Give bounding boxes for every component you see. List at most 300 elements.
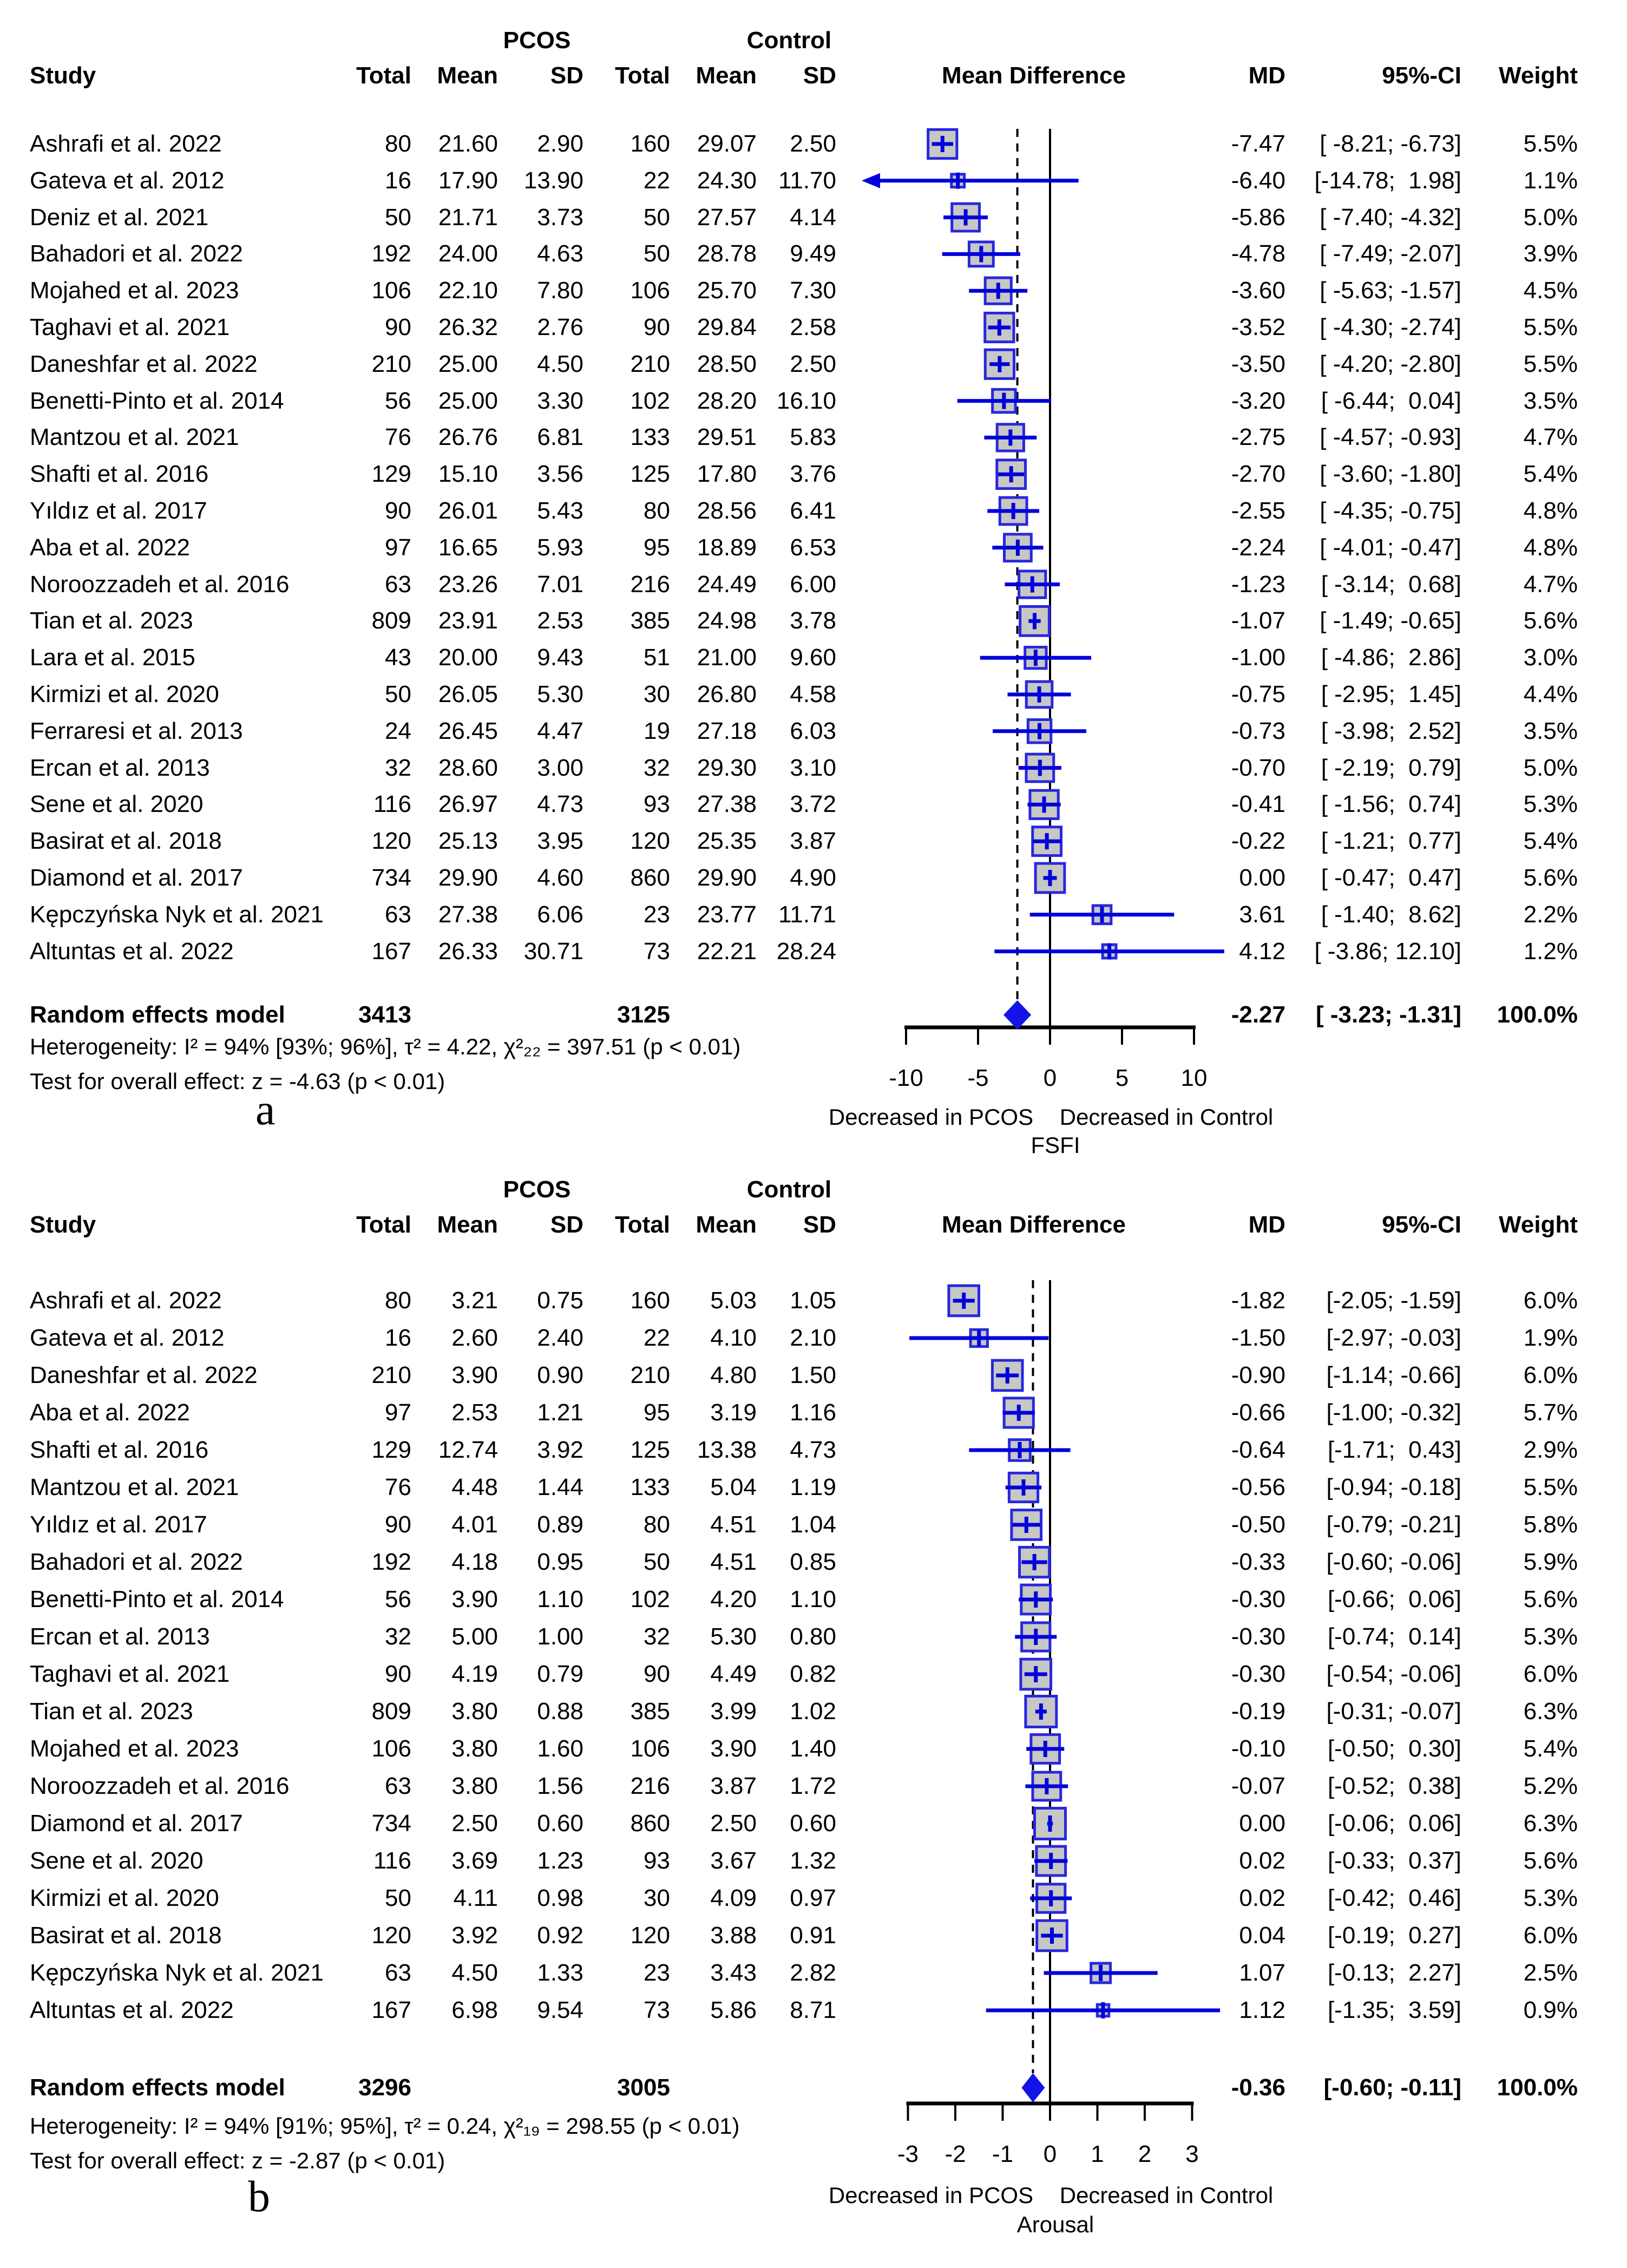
control-mean: 28.20 <box>697 387 757 414</box>
summary-md: -2.27 <box>1231 1001 1285 1028</box>
md-value: -0.75 <box>1231 681 1285 707</box>
ci-value: [-0.79; -0.21] <box>1326 1511 1461 1538</box>
study-name: Aba et al. 2022 <box>30 1399 191 1426</box>
control-sd: 5.83 <box>790 424 836 451</box>
summary-diamond <box>1003 1000 1031 1030</box>
md-value: -0.10 <box>1231 1735 1285 1762</box>
control-total: 50 <box>644 204 670 231</box>
control-mean: 5.86 <box>710 1997 757 2023</box>
study-name: Kirmizi et al. 2020 <box>30 681 219 707</box>
pcos-mean: 3.90 <box>451 1362 498 1388</box>
col-header-sd-pcos: SD <box>550 62 583 89</box>
weight-value: 4.5% <box>1523 277 1578 304</box>
ci-value: [ -3.86; 12.10] <box>1314 938 1461 965</box>
pcos-mean: 3.21 <box>451 1287 498 1314</box>
study-name: Kępczyńska Nyk et al. 2021 <box>30 1959 324 1986</box>
x-label-decreased-pcos: Decreased in PCOS <box>828 1104 1034 1130</box>
col-header-total-control: Total <box>615 1211 670 1238</box>
pcos-sd: 7.80 <box>537 277 583 304</box>
control-sd: 11.71 <box>778 901 836 928</box>
control-mean: 21.00 <box>697 644 757 671</box>
summary-total-pcos: 3296 <box>358 2074 411 2101</box>
col-header-ci: 95%-CI <box>1382 1211 1461 1238</box>
pcos-sd: 1.23 <box>537 1847 583 1874</box>
effect-square <box>1035 1808 1066 1839</box>
pcos-mean: 29.90 <box>438 864 498 891</box>
control-total: 95 <box>644 534 670 561</box>
pcos-sd: 0.60 <box>537 1810 583 1837</box>
md-value: 0.00 <box>1239 864 1285 891</box>
md-value: -3.20 <box>1231 387 1285 414</box>
control-mean: 17.80 <box>697 461 757 488</box>
control-total: 50 <box>644 240 670 267</box>
pcos-sd: 0.90 <box>537 1362 583 1388</box>
ci-value: [-1.35; 3.59] <box>1327 1997 1461 2023</box>
pcos-total: 129 <box>371 1437 411 1463</box>
effect-square <box>1028 720 1051 743</box>
ci-value: [ -7.49; -2.07] <box>1320 240 1461 267</box>
summary-weight: 100.0% <box>1497 1001 1578 1028</box>
control-mean: 29.51 <box>697 424 757 451</box>
pcos-mean: 5.00 <box>451 1623 498 1650</box>
ci-value: [-0.52; 0.38] <box>1327 1773 1461 1799</box>
weight-value: 5.3% <box>1523 791 1578 818</box>
pcos-total: 90 <box>385 1511 411 1538</box>
summary-total-control: 3125 <box>617 1001 670 1028</box>
control-sd: 3.72 <box>790 791 836 818</box>
ci-value: [-0.42; 0.46] <box>1327 1885 1461 1911</box>
col-header-weight: Weight <box>1499 62 1578 89</box>
control-mean: 3.88 <box>710 1922 757 1949</box>
pcos-sd: 4.47 <box>537 717 583 744</box>
control-sd: 1.04 <box>790 1511 836 1538</box>
pcos-total: 63 <box>385 1773 411 1799</box>
md-value: -7.47 <box>1231 130 1285 157</box>
col-header-md: MD <box>1248 1211 1285 1238</box>
ci-value: [-0.60; -0.06] <box>1326 1549 1461 1575</box>
control-sd: 6.00 <box>790 571 836 598</box>
control-sd: 2.50 <box>790 350 836 377</box>
control-mean: 5.04 <box>710 1474 757 1500</box>
control-total: 93 <box>644 791 670 818</box>
pcos-sd: 2.90 <box>537 130 583 157</box>
control-total: 106 <box>630 277 670 304</box>
col-header-total-control: Total <box>615 62 670 89</box>
weight-value: 5.0% <box>1523 754 1578 781</box>
study-name: Gateva et al. 2012 <box>30 1325 225 1351</box>
control-total: 102 <box>630 387 670 414</box>
weight-value: 0.9% <box>1523 1997 1578 2023</box>
pcos-total: 167 <box>371 938 411 965</box>
pcos-total: 50 <box>385 681 411 707</box>
study-name: Diamond et al. 2017 <box>30 1810 243 1837</box>
control-sd: 16.10 <box>776 387 836 414</box>
control-mean: 25.35 <box>697 828 757 855</box>
effect-square <box>1005 534 1032 561</box>
pcos-total: 50 <box>385 1885 411 1911</box>
col-header-study: Study <box>30 1211 96 1238</box>
pcos-sd: 1.00 <box>537 1623 583 1650</box>
pcos-total: 167 <box>371 1997 411 2023</box>
ci-value: [-0.94; -0.18] <box>1326 1474 1461 1500</box>
weight-value: 5.6% <box>1523 1586 1578 1612</box>
control-total: 22 <box>644 1325 670 1351</box>
control-sd: 2.50 <box>790 130 836 157</box>
pcos-mean: 16.65 <box>438 534 498 561</box>
pcos-mean: 12.74 <box>438 1437 498 1463</box>
col-header-total-pcos: Total <box>356 62 411 89</box>
control-sd: 2.82 <box>790 1959 836 1986</box>
pcos-mean: 25.13 <box>438 828 498 855</box>
effect-square <box>1030 790 1058 818</box>
pcos-sd: 4.63 <box>537 240 583 267</box>
study-name: Sene et al. 2020 <box>30 791 204 818</box>
pcos-total: 116 <box>373 791 411 818</box>
weight-value: 5.6% <box>1523 864 1578 891</box>
md-value: -1.23 <box>1231 571 1285 598</box>
pcos-sd: 4.50 <box>537 350 583 377</box>
control-total: 133 <box>630 424 670 451</box>
control-sd: 9.60 <box>790 644 836 671</box>
control-mean: 4.20 <box>710 1586 757 1612</box>
pcos-total: 106 <box>371 1735 411 1762</box>
effect-square <box>985 313 1014 342</box>
control-total: 30 <box>644 681 670 707</box>
pcos-total: 210 <box>371 350 411 377</box>
control-mean: 22.21 <box>697 938 757 965</box>
summary-weight: 100.0% <box>1497 2074 1578 2101</box>
control-total: 23 <box>644 901 670 928</box>
study-name: Mantzou et al. 2021 <box>30 424 239 451</box>
control-mean: 29.90 <box>697 864 757 891</box>
control-sd: 0.91 <box>790 1922 836 1949</box>
effect-square <box>1031 1735 1060 1764</box>
study-name: Noroozzadeh et al. 2016 <box>30 571 290 598</box>
col-header-weight: Weight <box>1499 1211 1578 1238</box>
x-axis-tick-label: -1 <box>992 2141 1014 2167</box>
summary-ci: [-0.60; -0.11] <box>1323 2074 1461 2101</box>
ci-value: [-14.78; 1.98] <box>1314 167 1461 194</box>
weight-value: 3.0% <box>1523 644 1578 671</box>
md-value: 1.07 <box>1239 1959 1285 1986</box>
md-value: 4.12 <box>1239 938 1285 965</box>
study-name: Lara et al. 2015 <box>30 644 195 671</box>
control-mean: 24.30 <box>697 167 757 194</box>
effect-square <box>1036 1846 1066 1876</box>
pcos-mean: 21.71 <box>438 204 498 231</box>
control-total: 32 <box>644 754 670 781</box>
study-name: Benetti-Pinto et al. 2014 <box>30 1586 284 1612</box>
weight-value: 1.1% <box>1523 167 1578 194</box>
col-header-md: MD <box>1248 62 1285 89</box>
weight-value: 5.3% <box>1523 1623 1578 1650</box>
md-value: 3.61 <box>1239 901 1285 928</box>
effect-square <box>1037 1884 1065 1912</box>
col-header-mean-difference: Mean Difference <box>942 1211 1126 1238</box>
pcos-sd: 4.73 <box>537 791 583 818</box>
control-sd: 6.03 <box>790 717 836 744</box>
pcos-sd: 2.53 <box>537 607 583 634</box>
md-value: -5.86 <box>1231 204 1285 231</box>
pcos-total: 32 <box>385 1623 411 1650</box>
ci-value: [ -1.49; -0.65] <box>1320 607 1461 634</box>
weight-value: 4.7% <box>1523 424 1578 451</box>
study-name: Daneshfar et al. 2022 <box>30 1362 258 1388</box>
md-value: 1.12 <box>1239 1997 1285 2023</box>
pcos-sd: 2.40 <box>537 1325 583 1351</box>
col-header-sd-pcos: SD <box>550 1211 583 1238</box>
ci-value: [-1.00; -0.32] <box>1326 1399 1461 1426</box>
control-sd: 1.16 <box>790 1399 836 1426</box>
pcos-total: 63 <box>385 1959 411 1986</box>
study-name: Basirat et al. 2018 <box>30 1922 222 1949</box>
control-total: 160 <box>630 130 670 157</box>
control-mean: 18.89 <box>697 534 757 561</box>
control-mean: 3.43 <box>710 1959 757 1986</box>
effect-square <box>1000 497 1027 525</box>
control-total: 51 <box>644 644 670 671</box>
ci-value: [ -1.21; 0.77] <box>1321 828 1461 855</box>
pcos-sd: 9.54 <box>537 1997 583 2023</box>
pcos-sd: 3.95 <box>537 828 583 855</box>
effect-square <box>1026 681 1052 707</box>
col-header-study: Study <box>30 62 96 89</box>
study-name: Shafti et al. 2016 <box>30 1437 209 1463</box>
col-header-mean-difference: Mean Difference <box>942 62 1126 89</box>
pcos-total: 32 <box>385 754 411 781</box>
ci-value: [-0.54; -0.06] <box>1326 1661 1461 1687</box>
group-header-control: Control <box>746 27 832 54</box>
effect-square <box>952 204 980 231</box>
control-total: 19 <box>644 717 670 744</box>
pcos-total: 106 <box>371 277 411 304</box>
weight-value: 5.5% <box>1523 1474 1578 1500</box>
control-total: 102 <box>630 1586 670 1612</box>
study-name: Kępczyńska Nyk et al. 2021 <box>30 901 324 928</box>
ci-value: [ -4.30; -2.74] <box>1320 314 1461 340</box>
control-mean: 28.50 <box>697 350 757 377</box>
control-sd: 1.19 <box>790 1474 836 1500</box>
effect-square <box>992 1360 1022 1391</box>
weight-value: 5.4% <box>1523 828 1578 855</box>
control-total: 120 <box>630 828 670 855</box>
study-name: Ferraresi et al. 2013 <box>30 717 243 744</box>
summary-total-control: 3005 <box>617 2074 670 2101</box>
pcos-sd: 1.33 <box>537 1959 583 1986</box>
study-name: Altuntas et al. 2022 <box>30 938 234 965</box>
col-header-total-pcos: Total <box>356 1211 411 1238</box>
control-sd: 4.14 <box>790 204 836 231</box>
weight-value: 5.5% <box>1523 350 1578 377</box>
ci-value: [ -4.01; -0.47] <box>1320 534 1461 561</box>
effect-square <box>1012 1510 1041 1540</box>
weight-value: 4.8% <box>1523 497 1578 524</box>
study-name: Mojahed et al. 2023 <box>30 1735 239 1762</box>
weight-value: 1.9% <box>1523 1325 1578 1351</box>
study-name: Bahadori et al. 2022 <box>30 240 243 267</box>
col-header-sd-control: SD <box>803 62 836 89</box>
pcos-total: 16 <box>385 167 411 194</box>
weight-value: 5.6% <box>1523 1847 1578 1874</box>
md-value: -0.30 <box>1231 1661 1285 1687</box>
study-name: Yıldız et al. 2017 <box>30 1511 207 1538</box>
md-value: -0.07 <box>1231 1773 1285 1799</box>
study-name: Kirmizi et al. 2020 <box>30 1885 219 1911</box>
effect-square <box>997 424 1024 451</box>
overall-test-text: Test for overall effect: z = -2.87 (p < 0.01) <box>30 2148 445 2173</box>
pcos-total: 80 <box>385 1287 411 1314</box>
control-sd: 1.32 <box>790 1847 836 1874</box>
col-header-ci: 95%-CI <box>1382 62 1461 89</box>
ci-value: [ -3.14; 0.68] <box>1321 571 1461 598</box>
weight-value: 3.5% <box>1523 717 1578 744</box>
ci-value: [ -0.47; 0.47] <box>1321 864 1461 891</box>
md-value: -0.19 <box>1231 1698 1285 1725</box>
control-mean: 27.38 <box>697 791 757 818</box>
control-mean: 4.51 <box>710 1549 757 1575</box>
md-value: -3.60 <box>1231 277 1285 304</box>
effect-square <box>1037 1920 1067 1951</box>
x-axis-tick-label: 0 <box>1043 2141 1057 2167</box>
weight-value: 6.0% <box>1523 1922 1578 1949</box>
effect-square <box>1022 1623 1050 1651</box>
control-total: 90 <box>644 1661 670 1687</box>
study-name: Tian et al. 2023 <box>30 1698 193 1725</box>
control-mean: 26.80 <box>697 681 757 707</box>
weight-value: 5.5% <box>1523 130 1578 157</box>
control-mean: 28.78 <box>697 240 757 267</box>
effect-square <box>1026 754 1054 782</box>
study-name: Mojahed et al. 2023 <box>30 277 239 304</box>
pcos-mean: 4.48 <box>451 1474 498 1500</box>
study-name: Shafti et al. 2016 <box>30 461 209 488</box>
pcos-sd: 3.92 <box>537 1437 583 1463</box>
pcos-total: 90 <box>385 497 411 524</box>
weight-value: 5.0% <box>1523 204 1578 231</box>
control-total: 125 <box>630 1437 670 1463</box>
study-name: Diamond et al. 2017 <box>30 864 243 891</box>
effect-square <box>1020 1547 1049 1577</box>
control-total: 90 <box>644 314 670 340</box>
study-name: Ashrafi et al. 2022 <box>30 1287 222 1314</box>
ci-value: [-0.31; -0.07] <box>1326 1698 1461 1725</box>
weight-value: 5.3% <box>1523 1885 1578 1911</box>
control-sd: 1.05 <box>790 1287 836 1314</box>
ci-value: [ -1.56; 0.74] <box>1321 791 1461 818</box>
x-axis-tick-label: 10 <box>1180 1065 1208 1091</box>
ci-value: [ -4.35; -0.75] <box>1320 497 1461 524</box>
pcos-mean: 26.33 <box>438 938 498 965</box>
col-header-mean-control: Mean <box>696 62 757 89</box>
control-mean: 4.51 <box>710 1511 757 1538</box>
pcos-mean: 21.60 <box>438 130 498 157</box>
md-value: -2.24 <box>1231 534 1285 561</box>
summary-ci: [ -3.23; -1.31] <box>1316 1001 1461 1028</box>
overall-test-text: Test for overall effect: z = -4.63 (p < 0.01) <box>30 1069 445 1094</box>
group-header-pcos: PCOS <box>503 27 571 54</box>
pcos-total: 120 <box>371 1922 411 1949</box>
x-label-decreased-control: Decreased in Control <box>1059 1104 1274 1130</box>
effect-square <box>985 278 1011 304</box>
pcos-total: 56 <box>385 387 411 414</box>
study-name: Taghavi et al. 2021 <box>30 314 230 340</box>
pcos-sd: 0.89 <box>537 1511 583 1538</box>
pcos-sd: 1.21 <box>537 1399 583 1426</box>
weight-value: 3.9% <box>1523 240 1578 267</box>
control-sd: 2.10 <box>790 1325 836 1351</box>
pcos-mean: 26.01 <box>438 497 498 524</box>
pcos-total: 24 <box>385 717 411 744</box>
study-name: Tian et al. 2023 <box>30 607 193 634</box>
effect-square <box>1021 1659 1051 1689</box>
control-sd: 0.82 <box>790 1661 836 1687</box>
pcos-total: 63 <box>385 901 411 928</box>
control-total: 50 <box>644 1549 670 1575</box>
effect-square <box>1009 1440 1031 1461</box>
ci-value: [-1.71; 0.43] <box>1327 1437 1461 1463</box>
weight-value: 5.7% <box>1523 1399 1578 1426</box>
control-total: 210 <box>630 350 670 377</box>
control-sd: 0.60 <box>790 1810 836 1837</box>
weight-value: 6.3% <box>1523 1698 1578 1725</box>
md-value: 0.02 <box>1239 1847 1285 1874</box>
pcos-sd: 2.76 <box>537 314 583 340</box>
control-mean: 28.56 <box>697 497 757 524</box>
effect-square <box>1093 906 1111 924</box>
weight-value: 3.5% <box>1523 387 1578 414</box>
x-axis-tick-label: 3 <box>1185 2141 1199 2167</box>
ci-value: [-0.13; 2.27] <box>1327 1959 1461 1986</box>
x-axis-tick-label: 1 <box>1091 2141 1104 2167</box>
ci-value: [-1.14; -0.66] <box>1326 1362 1461 1388</box>
control-mean: 27.18 <box>697 717 757 744</box>
weight-value: 5.8% <box>1523 1511 1578 1538</box>
control-sd: 1.02 <box>790 1698 836 1725</box>
md-value: -0.56 <box>1231 1474 1285 1500</box>
ci-value: [ -4.57; -0.93] <box>1320 424 1461 451</box>
control-total: 120 <box>630 1922 670 1949</box>
effect-square <box>1019 571 1046 598</box>
pcos-sd: 1.56 <box>537 1773 583 1799</box>
md-value: -4.78 <box>1231 240 1285 267</box>
md-value: -1.00 <box>1231 644 1285 671</box>
pcos-total: 97 <box>385 1399 411 1426</box>
pcos-mean: 4.01 <box>451 1511 498 1538</box>
weight-value: 2.2% <box>1523 901 1578 928</box>
effect-square <box>997 460 1026 489</box>
pcos-total: 90 <box>385 314 411 340</box>
group-header-control: Control <box>746 1176 832 1203</box>
weight-value: 5.2% <box>1523 1773 1578 1799</box>
control-sd: 1.40 <box>790 1735 836 1762</box>
md-value: -3.50 <box>1231 350 1285 377</box>
control-total: 133 <box>630 1474 670 1500</box>
study-name: Noroozzadeh et al. 2016 <box>30 1773 290 1799</box>
pcos-mean: 3.69 <box>451 1847 498 1874</box>
control-mean: 23.77 <box>697 901 757 928</box>
ci-value: [ -3.98; 2.52] <box>1321 717 1461 744</box>
control-total: 860 <box>630 1810 670 1837</box>
control-mean: 5.03 <box>710 1287 757 1314</box>
x-axis-tick-label: -10 <box>889 1065 923 1091</box>
md-value: 0.02 <box>1239 1885 1285 1911</box>
study-name: Benetti-Pinto et al. 2014 <box>30 387 284 414</box>
control-total: 385 <box>630 1698 670 1725</box>
ci-value: [-0.19; 0.27] <box>1327 1922 1461 1949</box>
study-name: Deniz et al. 2021 <box>30 204 209 231</box>
ci-value: [ -4.86; 2.86] <box>1321 644 1461 671</box>
pcos-sd: 5.93 <box>537 534 583 561</box>
